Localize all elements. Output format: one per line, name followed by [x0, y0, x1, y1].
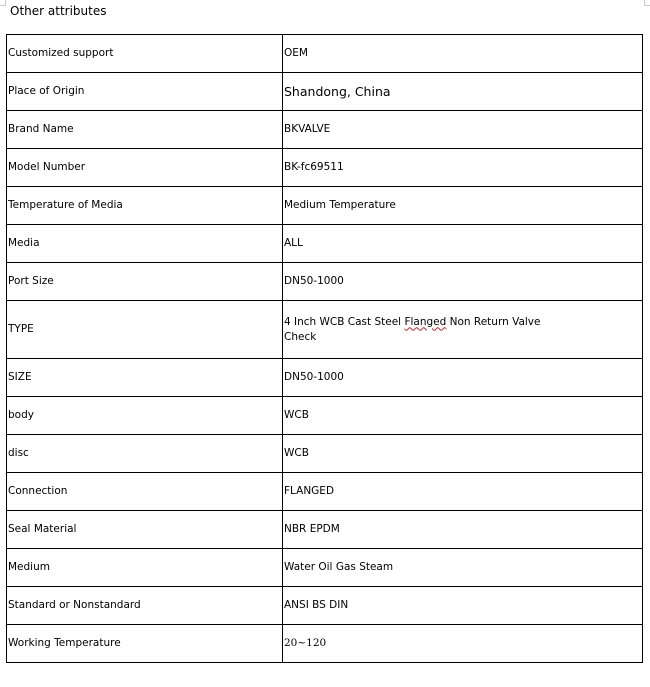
table-row: [7, 397, 643, 435]
table-row: [7, 301, 643, 359]
attribute-value: WCB: [283, 397, 643, 435]
attribute-name: Model Number: [7, 149, 283, 187]
attribute-value: Water Oil Gas Steam: [283, 549, 643, 587]
table-row: [7, 225, 643, 263]
attribute-value: Medium Temperature: [283, 187, 643, 225]
section-heading: Other attributes: [10, 4, 107, 18]
attribute-value: ALL: [283, 225, 643, 263]
type-value-text: Non Return Valve: [446, 315, 541, 328]
attribute-value: DN50-1000: [283, 359, 643, 397]
attribute-name: disc: [7, 435, 283, 473]
attribute-name: body: [7, 397, 283, 435]
attribute-value: BKVALVE: [283, 111, 643, 149]
table-row: [7, 359, 643, 397]
attribute-value: DN50-1000: [283, 263, 643, 301]
attribute-name: Seal Material: [7, 511, 283, 549]
attribute-name: SIZE: [7, 359, 283, 397]
attribute-name: Medium: [7, 549, 283, 587]
attribute-name: Customized support: [7, 35, 283, 73]
table-row: [7, 149, 643, 187]
table-row: [7, 435, 643, 473]
attribute-value: ANSI BS DIN: [283, 587, 643, 625]
spellcheck-flagged-word: Flanged: [404, 315, 447, 328]
attribute-value: Shandong, China: [283, 73, 643, 111]
attribute-name: Place of Origin: [7, 73, 283, 111]
attribute-name: Brand Name: [7, 111, 283, 149]
type-value-text: Check: [284, 330, 317, 343]
attribute-name: Media: [7, 225, 283, 263]
attribute-value: OEM: [283, 35, 643, 73]
table-row: [7, 187, 643, 225]
page-corner-mark: [0, 0, 6, 6]
attribute-value: NBR EPDM: [283, 511, 643, 549]
attributes-table: [6, 34, 643, 663]
attribute-value: 20~120: [283, 625, 643, 663]
table-row: [7, 73, 643, 111]
table-row: [7, 263, 643, 301]
attribute-name: Port Size: [7, 263, 283, 301]
attribute-name: Connection: [7, 473, 283, 511]
table-row: [7, 625, 643, 663]
table-row: [7, 511, 643, 549]
page-corner-mark: [644, 0, 650, 6]
attribute-value: [283, 301, 643, 359]
table-row: [7, 549, 643, 587]
table-row: [7, 587, 643, 625]
table-row: [7, 473, 643, 511]
type-value-text: 4 Inch WCB Cast Steel: [284, 315, 405, 328]
attribute-value: WCB: [283, 435, 643, 473]
attribute-name: Temperature of Media: [7, 187, 283, 225]
attribute-name: Working Temperature: [7, 625, 283, 663]
attribute-name: Standard or Nonstandard: [7, 587, 283, 625]
table-row: [7, 35, 643, 73]
attribute-name: TYPE: [7, 301, 283, 359]
table-row: [7, 111, 643, 149]
attribute-value: BK-fc69511: [283, 149, 643, 187]
attribute-value: FLANGED: [283, 473, 643, 511]
